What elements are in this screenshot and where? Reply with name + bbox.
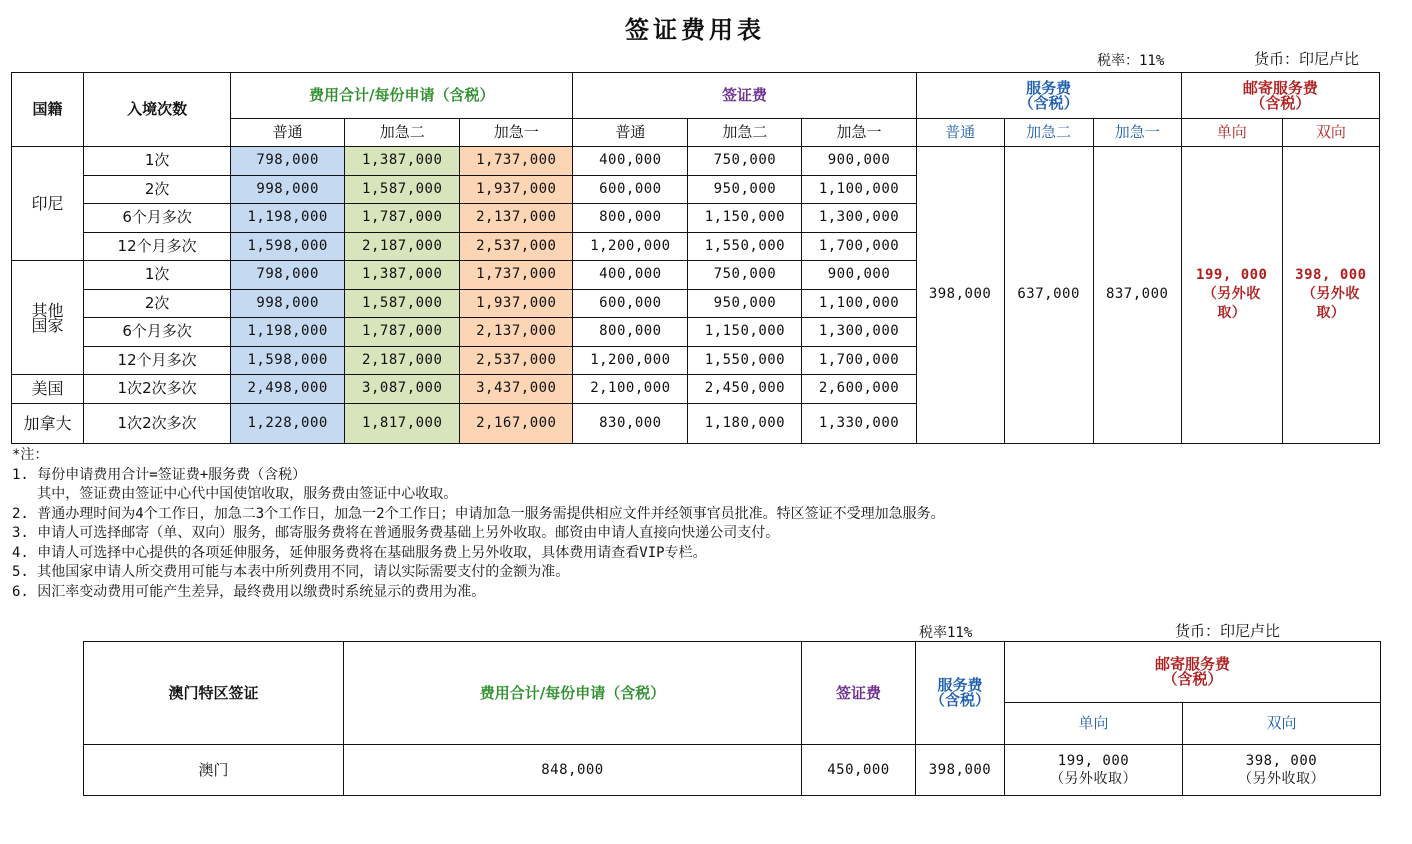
visa-urgent2-cell: 950,000 <box>688 175 802 204</box>
header-service-fee: 服务费 （含税） <box>916 73 1181 119</box>
service-urgent1-cell: 837,000 <box>1093 147 1181 444</box>
macau-header-visa: 签证费 <box>802 642 916 745</box>
notes <box>12 446 945 602</box>
visa-fee-table <box>11 72 1380 444</box>
page-title: 签证费用表 <box>625 15 765 44</box>
visa-urgent1-cell: 1,700,000 <box>802 232 916 261</box>
subheader-total-urgent2: 加急二 <box>345 119 460 147</box>
total-normal-cell: 1,598,000 <box>231 346 345 375</box>
total-urgent2-cell: 1,587,000 <box>345 289 460 318</box>
visa-urgent1-cell: 1,300,000 <box>802 318 916 347</box>
total-urgent1-cell: 2,137,000 <box>460 318 573 347</box>
visa-normal-cell: 800,000 <box>573 204 688 233</box>
total-normal-cell: 798,000 <box>231 147 345 176</box>
macau-one-way-label: 单向 <box>1005 703 1183 745</box>
visa-urgent2-cell: 950,000 <box>688 289 802 318</box>
visa-urgent1-cell: 1,300,000 <box>802 204 916 233</box>
entry-cell: 1次2次多次 <box>84 403 231 443</box>
total-urgent2-cell: 1,387,000 <box>345 261 460 290</box>
total-urgent1-cell: 1,737,000 <box>460 147 573 176</box>
header-entries: 入境次数 <box>84 73 231 147</box>
visa-normal-cell: 400,000 <box>573 261 688 290</box>
note-line: 4. 申请人可选择中心提供的各项延伸服务，延伸服务费将在基础服务费上另外收取，具体费用请查看VIP专栏。 <box>12 544 707 561</box>
total-normal-cell: 1,228,000 <box>231 403 345 443</box>
entry-cell: 1次 <box>84 261 231 290</box>
subheader-mail-two-way: 双向 <box>1282 119 1379 147</box>
subheader-service-urgent1: 加急一 <box>1093 119 1181 147</box>
macau-currency: 货币：印尼卢比 <box>1175 622 1281 640</box>
visa-urgent2-cell: 1,550,000 <box>688 232 802 261</box>
visa-normal-cell: 800,000 <box>573 318 688 347</box>
total-urgent1-cell: 1,937,000 <box>460 175 573 204</box>
visa-urgent1-cell: 900,000 <box>802 261 916 290</box>
total-urgent1-cell: 1,737,000 <box>460 261 573 290</box>
note-line: 6. 因汇率变动费用可能产生差异，最终费用以缴费时系统显示的费用为准。 <box>12 583 486 600</box>
total-urgent2-cell: 1,787,000 <box>345 204 460 233</box>
macau-fee-table <box>83 641 1381 796</box>
visa-urgent2-cell: 1,150,000 <box>688 318 802 347</box>
entry-cell: 1次2次多次 <box>84 375 231 404</box>
subheader-service-normal: 普通 <box>916 119 1004 147</box>
subheader-visa-urgent2: 加急二 <box>688 119 802 147</box>
total-urgent2-cell: 3,087,000 <box>345 375 460 404</box>
total-urgent1-cell: 2,537,000 <box>460 232 573 261</box>
entry-cell: 6个月多次 <box>84 204 231 233</box>
note-line: 2. 普通办理时间为4个工作日，加急二3个工作日，加急一2个工作日；申请加急一服务需提供相应文件并经领事官员批准。特区签证不受理加急服务。 <box>12 505 945 522</box>
visa-urgent2-cell: 1,150,000 <box>688 204 802 233</box>
header-visa-fee: 签证费 <box>573 73 916 119</box>
total-normal-cell: 1,598,000 <box>231 232 345 261</box>
entry-cell: 2次 <box>84 175 231 204</box>
macau-two-way-label: 双向 <box>1183 703 1381 745</box>
total-urgent1-cell: 1,937,000 <box>460 289 573 318</box>
visa-normal-cell: 1,200,000 <box>573 346 688 375</box>
nationality-cell: 加拿大 <box>12 403 84 443</box>
macau-header-total: 费用合计/每份申请（含税） <box>344 642 802 745</box>
note-line: 1. 每份申请费用合计=签证费+服务费（含税） <box>12 466 307 483</box>
note-line: 其中，签证费由签证中心代中国使馆收取，服务费由签证中心收取。 <box>12 486 458 502</box>
macau-visa: 450,000 <box>802 745 916 796</box>
visa-urgent2-cell: 750,000 <box>688 147 802 176</box>
nationality-cell: 印尼 <box>12 147 84 261</box>
macau-header-mail: 邮寄服务费 （含税） <box>1005 642 1381 703</box>
nationality-cell: 其他 国家 <box>12 261 84 375</box>
total-normal-cell: 998,000 <box>231 289 345 318</box>
visa-urgent1-cell: 1,330,000 <box>802 403 916 443</box>
visa-normal-cell: 600,000 <box>573 289 688 318</box>
total-urgent1-cell: 2,537,000 <box>460 346 573 375</box>
table-row <box>12 147 1380 176</box>
subheader-service-urgent2: 加急二 <box>1004 119 1093 147</box>
visa-urgent1-cell: 1,100,000 <box>802 175 916 204</box>
macau-two-way: 398, 000 （另外收取） <box>1183 745 1381 796</box>
total-normal-cell: 1,198,000 <box>231 204 345 233</box>
visa-normal-cell: 830,000 <box>573 403 688 443</box>
subheader-total-normal: 普通 <box>231 119 345 147</box>
visa-urgent1-cell: 900,000 <box>802 147 916 176</box>
total-urgent1-cell: 2,137,000 <box>460 204 573 233</box>
total-urgent2-cell: 1,787,000 <box>345 318 460 347</box>
entry-cell: 2次 <box>84 289 231 318</box>
currency: 货币：印尼卢比 <box>1254 50 1360 68</box>
visa-normal-cell: 600,000 <box>573 175 688 204</box>
visa-urgent2-cell: 2,450,000 <box>688 375 802 404</box>
tax-rate: 税率：11% <box>1097 53 1165 69</box>
total-normal-cell: 1,198,000 <box>231 318 345 347</box>
service-urgent2-cell: 637,000 <box>1004 147 1093 444</box>
visa-urgent2-cell: 750,000 <box>688 261 802 290</box>
subheader-total-urgent1: 加急一 <box>460 119 573 147</box>
total-urgent2-cell: 2,187,000 <box>345 232 460 261</box>
note-line: 3. 申请人可选择邮寄（单、双向）服务，邮寄服务费将在普通服务费基础上另外收取。邮资由申请人直接向快递公司支付。 <box>12 525 780 541</box>
visa-urgent1-cell: 2,600,000 <box>802 375 916 404</box>
visa-normal-cell: 1,200,000 <box>573 232 688 261</box>
macau-one-way: 199, 000 （另外收取） <box>1005 745 1183 796</box>
total-urgent2-cell: 2,187,000 <box>345 346 460 375</box>
visa-urgent1-cell: 1,700,000 <box>802 346 916 375</box>
entry-cell: 12个月多次 <box>84 346 231 375</box>
visa-normal-cell: 2,100,000 <box>573 375 688 404</box>
macau-tax-rate: 税率11% <box>919 625 973 641</box>
subheader-visa-normal: 普通 <box>573 119 688 147</box>
entry-cell: 1次 <box>84 147 231 176</box>
macau-total: 848,000 <box>344 745 802 796</box>
total-urgent1-cell: 2,167,000 <box>460 403 573 443</box>
total-normal-cell: 998,000 <box>231 175 345 204</box>
service-normal-cell: 398,000 <box>916 147 1004 444</box>
total-normal-cell: 2,498,000 <box>231 375 345 404</box>
visa-urgent2-cell: 1,550,000 <box>688 346 802 375</box>
subheader-mail-one-way: 单向 <box>1181 119 1282 147</box>
total-urgent2-cell: 1,387,000 <box>345 147 460 176</box>
note-line: 5. 其他国家申请人所交费用可能与本表中所列费用不同，请以实际需要支付的金额为准。 <box>12 564 570 580</box>
mail-one-way-cell: 199, 000 （另外收 取） <box>1181 147 1282 444</box>
entry-cell: 12个月多次 <box>84 232 231 261</box>
macau-service: 398,000 <box>916 745 1005 796</box>
total-urgent1-cell: 3,437,000 <box>460 375 573 404</box>
macau-header-name: 澳门特区签证 <box>84 642 344 745</box>
header-total: 费用合计/每份申请（含税） <box>231 73 573 119</box>
mail-two-way-cell: 398, 000 （另外收 取） <box>1282 147 1379 444</box>
subheader-visa-urgent1: 加急一 <box>802 119 916 147</box>
total-normal-cell: 798,000 <box>231 261 345 290</box>
visa-urgent1-cell: 1,100,000 <box>802 289 916 318</box>
header-nationality: 国籍 <box>12 73 84 147</box>
macau-name: 澳门 <box>84 745 344 796</box>
total-urgent2-cell: 1,817,000 <box>345 403 460 443</box>
visa-urgent2-cell: 1,180,000 <box>688 403 802 443</box>
header-mail-fee: 邮寄服务费 （含税） <box>1181 73 1379 119</box>
total-urgent2-cell: 1,587,000 <box>345 175 460 204</box>
visa-normal-cell: 400,000 <box>573 147 688 176</box>
entry-cell: 6个月多次 <box>84 318 231 347</box>
notes-heading: *注： <box>12 447 49 463</box>
macau-header-service: 服务费 （含税） <box>916 642 1005 745</box>
nationality-cell: 美国 <box>12 375 84 404</box>
